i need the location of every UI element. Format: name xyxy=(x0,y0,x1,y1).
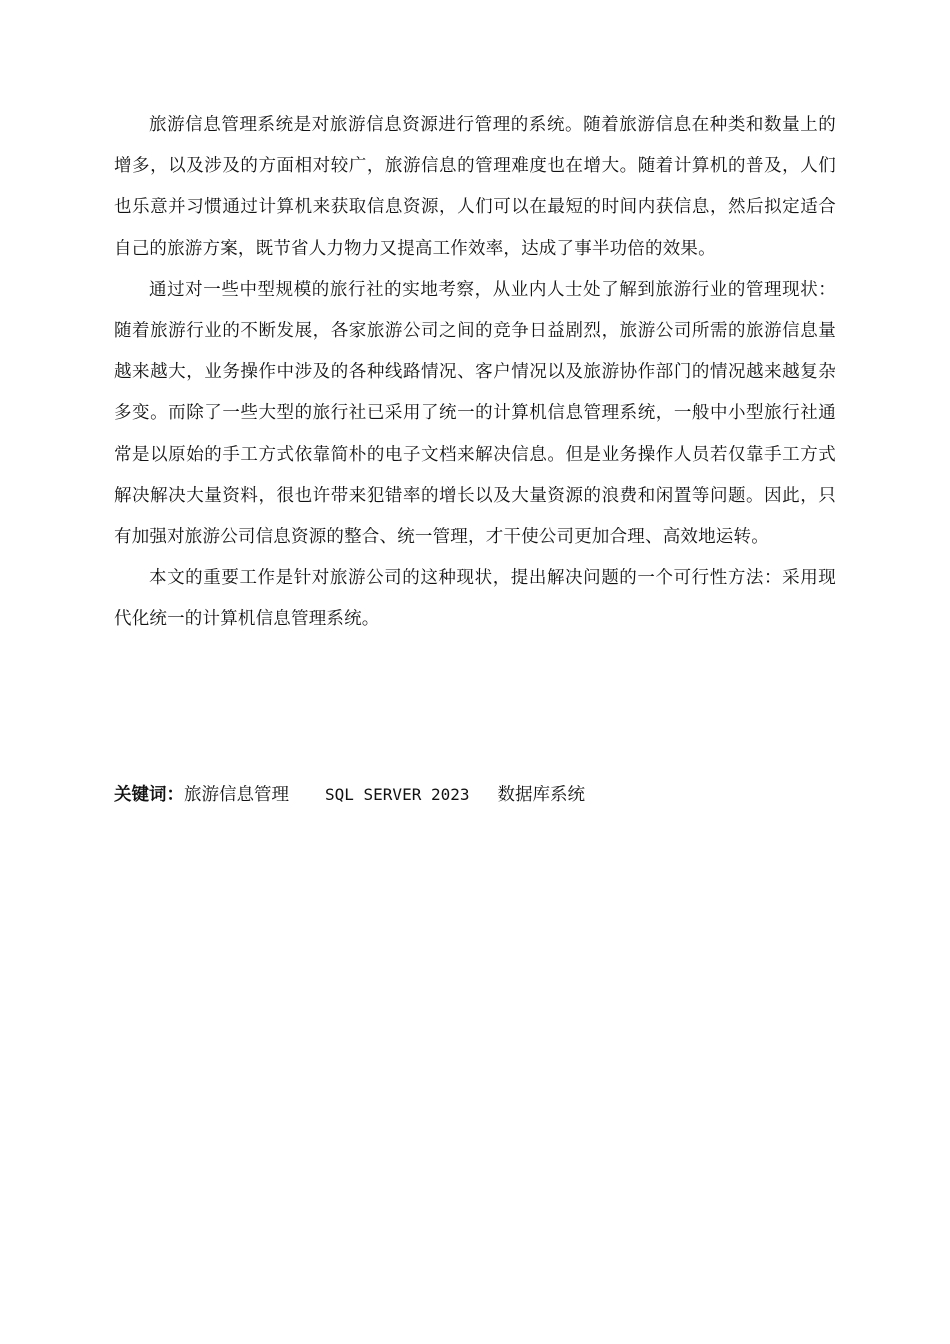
abstract-body xyxy=(114,105,836,641)
keyword-item: SQL SERVER 2023 xyxy=(325,785,470,804)
keyword-item: 旅游信息管理 xyxy=(184,785,289,805)
keywords-label: 关键词： xyxy=(114,785,184,805)
keyword-item: 数据库系统 xyxy=(497,785,585,805)
paragraph-3: 本文的重要工作是针对旅游公司的这种现状，提出解决问题的一个可行性方法：采用现代化统一的计算机信息管理系统。 xyxy=(114,568,836,630)
paragraph-1: 旅游信息管理系统是对旅游信息资源进行管理的系统。随着旅游信息在种类和数量上的增多，以及涉及的方面相对较广，旅游信息的管理难度也在增大。随着计算机的普及，人们也乐意并习惯通过计算机来获取信息资源，人们可以在最短的时间内获信息，然后拟定适合自己的旅游方案，既节省人力物力又提高工作效率，达成了事半功倍的效果。 xyxy=(114,115,836,259)
keywords-line xyxy=(114,780,585,810)
paragraph-2: 通过对一些中型规模的旅行社的实地考察，从业内人士处了解到旅游行业的管理现状：随着旅游行业的不断发展，各家旅游公司之间的竞争日益剧烈，旅游公司所需的旅游信息量越来越大，业务操作中涉及的各种线路情况、客户情况以及旅游协作部门的情况越来越复杂多变。而除了一些大型的旅行社已采用了统一的计算机信息管理系统，一般中小型旅行社通常是以原始的手工方式依靠简朴的电子文档来解决信息。但是业务操作人员若仅靠手工方式解决解决大量资料，很也许带来犯错率的增长以及大量资源的浪费和闲置等问题。因此，只有加强对旅游公司信息资源的整合、统一管理，才干使公司更加合理、高效地运转。 xyxy=(114,279,836,548)
